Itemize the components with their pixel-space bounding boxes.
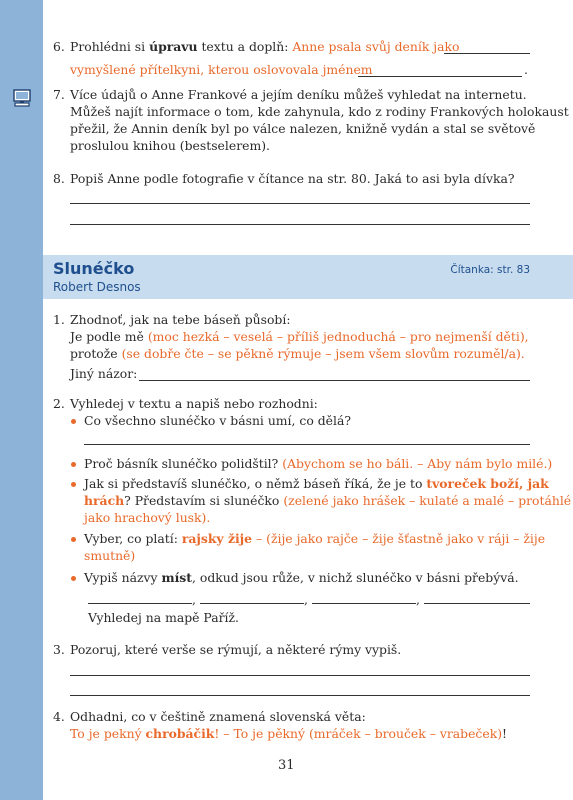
q6-line2: vymyšlené přítelkyni, kterou oslovovala jménem: [70, 62, 373, 77]
q6-number: 6.: [53, 39, 65, 54]
s2-line1: Vyhledej v textu a napiš nebo rozhodni:: [70, 396, 318, 411]
place-answer-line3[interactable]: [312, 603, 416, 604]
s2-bullet2: Proč básník slunéčko polidštil? (Abychom se ho báli. – Aby nám bylo milé.): [84, 456, 553, 471]
s1-line2: Je podle mě (moc hezká – veselá – příliš jednoduchá – pro nejmenší děti),: [70, 329, 529, 344]
sidebar-strip: [0, 0, 43, 800]
s2-bullet3-line1: Jak si představíš slunéčko, o němž báseň říká, že je to tvoreček boží, jak: [84, 476, 549, 491]
place-answer-line4[interactable]: [424, 603, 530, 604]
s4-line1: Odhadni, co v češtině znamená slovenská věta:: [70, 709, 366, 724]
comma: ,: [416, 592, 420, 607]
q7-line2: Můžeš najít informace o tom, kde zahynula, kdo z rodiny Frankových holokaust: [70, 104, 569, 119]
bullet-dot: [71, 419, 76, 424]
bullet-dot: [71, 576, 76, 581]
q8-answer-line1[interactable]: [70, 203, 530, 204]
s1-answer-line[interactable]: [139, 380, 530, 381]
s1-line4: Jiný názor:: [70, 366, 138, 381]
s1-line1: Zhodnoť, jak na tebe báseň působí:: [70, 312, 291, 327]
q6-period: .: [524, 62, 528, 77]
s2-number: 2.: [53, 396, 65, 411]
q7-line4: proslulou knihou (bestselerem).: [70, 138, 270, 153]
s2-bullet3-line3: jako hrachový lusk).: [84, 510, 211, 525]
s3-number: 3.: [53, 642, 65, 657]
bullet-dot: [71, 462, 76, 467]
q8-line1: Popiš Anne podle fotografie v čítance na str. 80. Jaká to asi byla dívka?: [70, 171, 515, 186]
q7-line1: Více údajů o Anne Frankové a jejím deníku můžeš vyhledat na internetu.: [70, 87, 527, 102]
s2-bullet5: Vypiš názvy míst, odkud jsou růže, v nichž slunéčko v básni přebývá.: [84, 570, 519, 585]
q6-line1: Prohlédni si úpravu textu a doplň: Anne psala svůj deník jako: [70, 39, 460, 54]
q6-answer-line1[interactable]: [444, 53, 530, 54]
place-answer-line1[interactable]: [88, 603, 192, 604]
q7-number: 7.: [53, 87, 65, 102]
s1-number: 1.: [53, 312, 65, 327]
q6-answer-line2[interactable]: [358, 76, 522, 77]
bullet-dot: [71, 537, 76, 542]
page-number: 31: [278, 758, 295, 773]
s3-answer-line2[interactable]: [70, 695, 530, 696]
s3-line1: Pozoruj, které verše se rýmují, a některé rýmy vypiš.: [70, 642, 402, 657]
computer-icon: [12, 88, 32, 108]
s2-bullet3-line2: hrách? Představím si slunéčko (zelené jako hrášek – kulaté a malé – protáhlé: [84, 493, 572, 508]
bullet-dot: [71, 482, 76, 487]
q8-number: 8.: [53, 171, 65, 186]
comma: ,: [304, 592, 308, 607]
s4-number: 4.: [53, 709, 65, 724]
s2-map-instruction: Vyhledej na mapě Paříž.: [88, 610, 239, 625]
s2-bullet4-line1: Vyber, co platí: rajsky žije – (žije jako rajče – žije šťastně jako v ráji – žije: [84, 531, 546, 546]
citanka-reference: Čítanka: str. 83: [450, 264, 530, 276]
section-author: Robert Desnos: [53, 280, 141, 294]
s2-bullet4-line2: smutně): [84, 548, 136, 563]
s4-line2: To je pekný chrobáčik! – To je pěkný (mráček – brouček – vrabeček)!: [70, 726, 508, 741]
place-answer-line2[interactable]: [200, 603, 304, 604]
section-title: Slunéčko: [53, 259, 135, 278]
s3-answer-line1[interactable]: [70, 675, 530, 676]
comma: ,: [192, 592, 196, 607]
q7-line3: přežil, že Annin deník byl po válce nalezen, knižně vydán a stal se světově: [70, 121, 536, 136]
s2-bullet1-answer-line[interactable]: [84, 444, 530, 445]
s2-bullet1: Co všechno slunéčko v básni umí, co dělá?: [84, 413, 351, 428]
s1-line3: protože (se dobře čte – se pěkně rýmuje – jsem všem slovům rozuměl/a).: [70, 346, 525, 361]
q8-answer-line2[interactable]: [70, 224, 530, 225]
